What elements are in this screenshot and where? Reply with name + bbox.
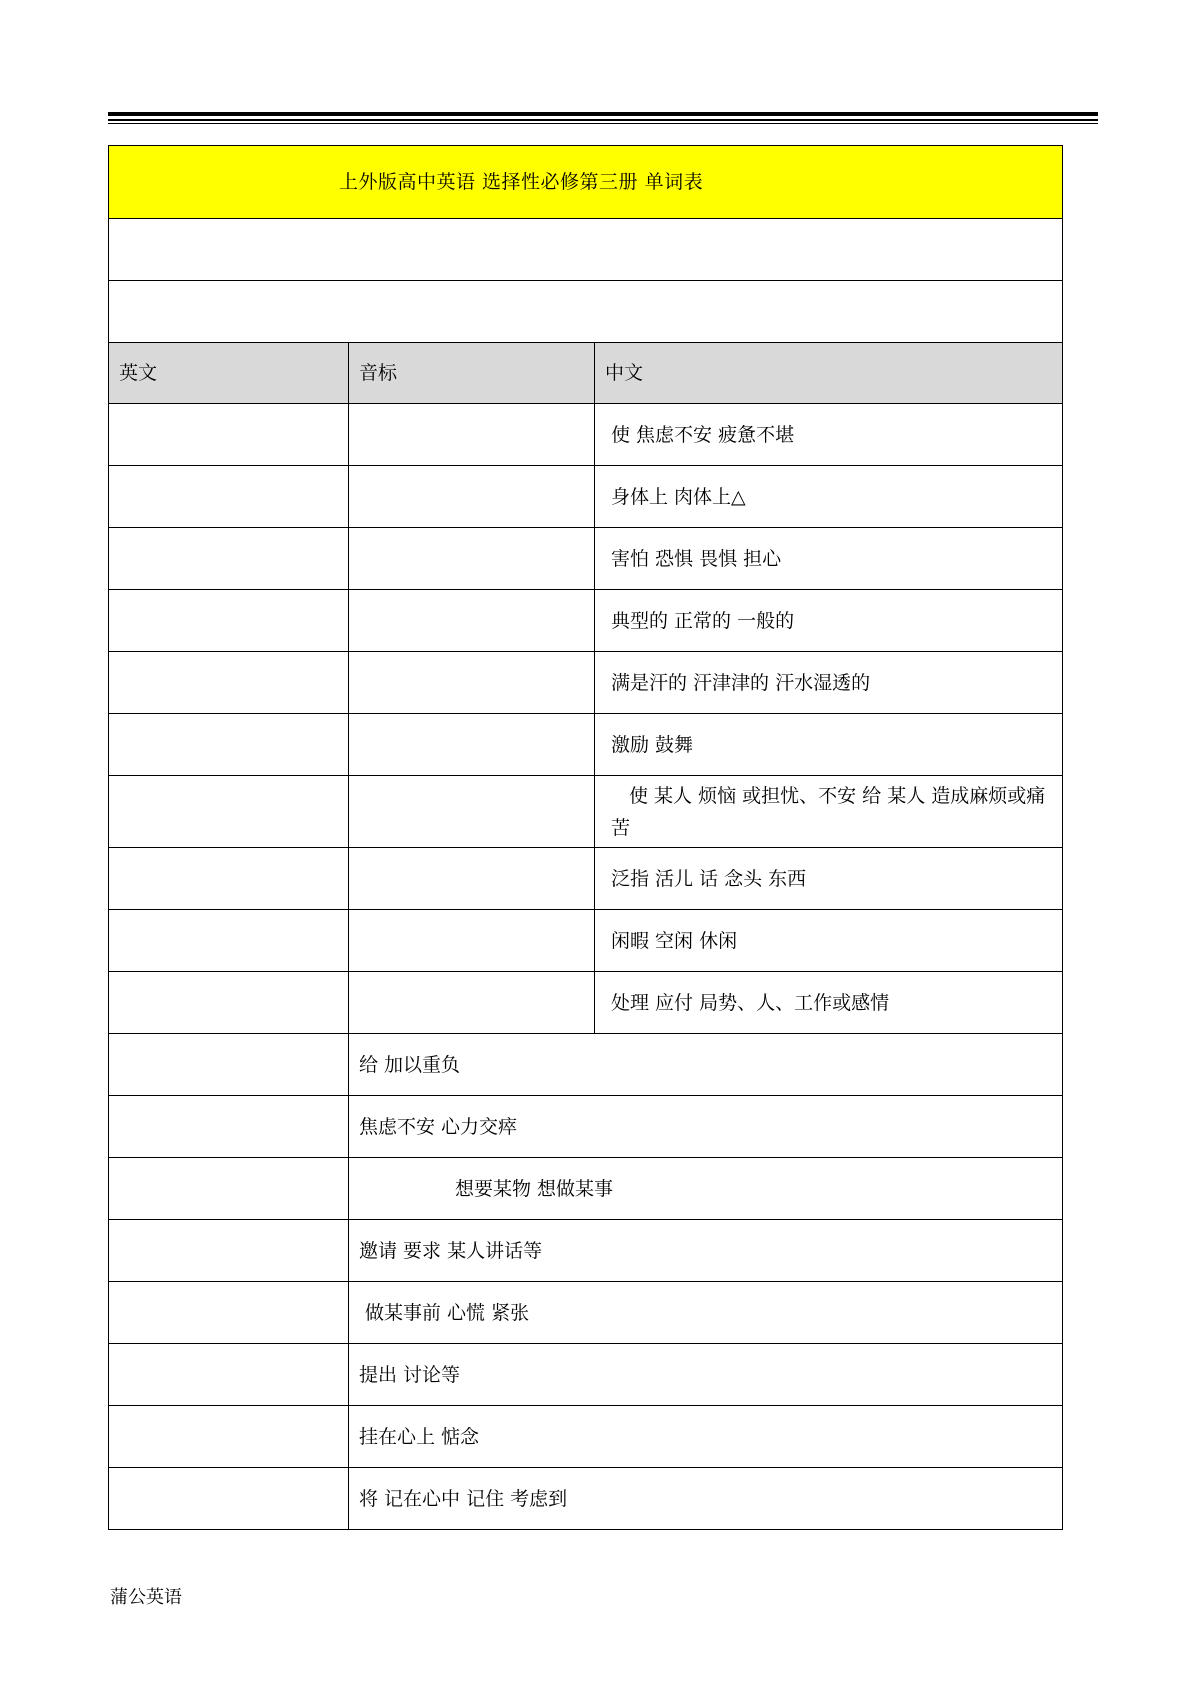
english-cell xyxy=(109,1096,349,1158)
header-rule-hairline xyxy=(108,123,1098,124)
meaning-cell: 提出 讨论等 xyxy=(349,1344,1063,1406)
meaning-cell: 想要某物 想做某事 xyxy=(349,1158,1063,1220)
english-cell xyxy=(109,1468,349,1530)
column-header-english: 英文 xyxy=(109,343,349,404)
chinese-cell: 害怕 恐惧 畏惧 担心 xyxy=(595,528,1063,590)
english-cell xyxy=(109,714,349,776)
footer-brand: 蒲公英语 xyxy=(110,1587,182,1608)
phonetic-cell xyxy=(349,528,595,590)
english-cell xyxy=(109,848,349,910)
table-row xyxy=(109,590,1063,652)
english-cell xyxy=(109,652,349,714)
table-row xyxy=(109,848,1063,910)
table-row xyxy=(109,1158,1063,1220)
table-row xyxy=(109,714,1063,776)
table-row xyxy=(109,776,1063,848)
table-row xyxy=(109,1468,1063,1530)
english-cell xyxy=(109,1034,349,1096)
meaning-cell: 挂在心上 惦念 xyxy=(349,1406,1063,1468)
document-title: 上外版高中英语 选择性必修第三册 单词表 xyxy=(109,146,1063,219)
table-row xyxy=(109,1344,1063,1406)
phonetic-cell xyxy=(349,404,595,466)
phonetic-cell xyxy=(349,972,595,1034)
meaning-cell: 给 加以重负 xyxy=(349,1034,1063,1096)
column-header-phonetic: 音标 xyxy=(349,343,595,404)
english-cell xyxy=(109,1406,349,1468)
column-header-chinese: 中文 xyxy=(595,343,1063,404)
english-cell xyxy=(109,1220,349,1282)
english-cell xyxy=(109,776,349,848)
english-cell xyxy=(109,972,349,1034)
table-row xyxy=(109,404,1063,466)
chinese-cell: 身体上 肉体上△ xyxy=(595,466,1063,528)
table-row xyxy=(109,910,1063,972)
blank-cell xyxy=(109,219,1063,281)
phonetic-cell xyxy=(349,776,595,848)
english-cell xyxy=(109,528,349,590)
meaning-cell: 将 记在心中 记住 考虑到 xyxy=(349,1468,1063,1530)
chinese-cell: 处理 应付 局势、人、工作或感情 xyxy=(595,972,1063,1034)
table-row xyxy=(109,1096,1063,1158)
english-cell xyxy=(109,466,349,528)
blank-row xyxy=(109,219,1063,281)
table-row xyxy=(109,972,1063,1034)
table-row xyxy=(109,1282,1063,1344)
table-row xyxy=(109,466,1063,528)
meaning-cell: 焦虑不安 心力交瘁 xyxy=(349,1096,1063,1158)
chinese-cell: 泛指 活儿 话 念头 东西 xyxy=(595,848,1063,910)
table-row xyxy=(109,652,1063,714)
phonetic-cell xyxy=(349,590,595,652)
english-cell xyxy=(109,404,349,466)
chinese-cell: 典型的 正常的 一般的 xyxy=(595,590,1063,652)
table-row xyxy=(109,528,1063,590)
table-row xyxy=(109,1034,1063,1096)
chinese-cell: 闲暇 空闲 休闲 xyxy=(595,910,1063,972)
english-cell xyxy=(109,1282,349,1344)
english-cell xyxy=(109,590,349,652)
phonetic-cell xyxy=(349,714,595,776)
header-rule-thin xyxy=(108,119,1098,121)
blank-row xyxy=(109,281,1063,343)
phonetic-cell xyxy=(349,848,595,910)
english-cell xyxy=(109,1344,349,1406)
english-cell xyxy=(109,910,349,972)
column-header-row xyxy=(109,343,1063,404)
chinese-cell: 满是汗的 汗津津的 汗水湿透的 xyxy=(595,652,1063,714)
meaning-cell: 邀请 要求 某人讲话等 xyxy=(349,1220,1063,1282)
meaning-cell: 做某事前 心慌 紧张 xyxy=(349,1282,1063,1344)
vocabulary-table xyxy=(108,145,1063,1530)
header-rule-thick xyxy=(108,112,1098,116)
english-cell xyxy=(109,1158,349,1220)
chinese-cell: 使 焦虑不安 疲惫不堪 xyxy=(595,404,1063,466)
chinese-cell: 使 某人 烦恼 或担忧、不安 给 某人 造成麻烦或痛苦 xyxy=(595,776,1063,848)
blank-cell xyxy=(109,281,1063,343)
phonetic-cell xyxy=(349,910,595,972)
phonetic-cell xyxy=(349,466,595,528)
table-row xyxy=(109,1220,1063,1282)
phonetic-cell xyxy=(349,652,595,714)
chinese-cell: 激励 鼓舞 xyxy=(595,714,1063,776)
table-row xyxy=(109,1406,1063,1468)
